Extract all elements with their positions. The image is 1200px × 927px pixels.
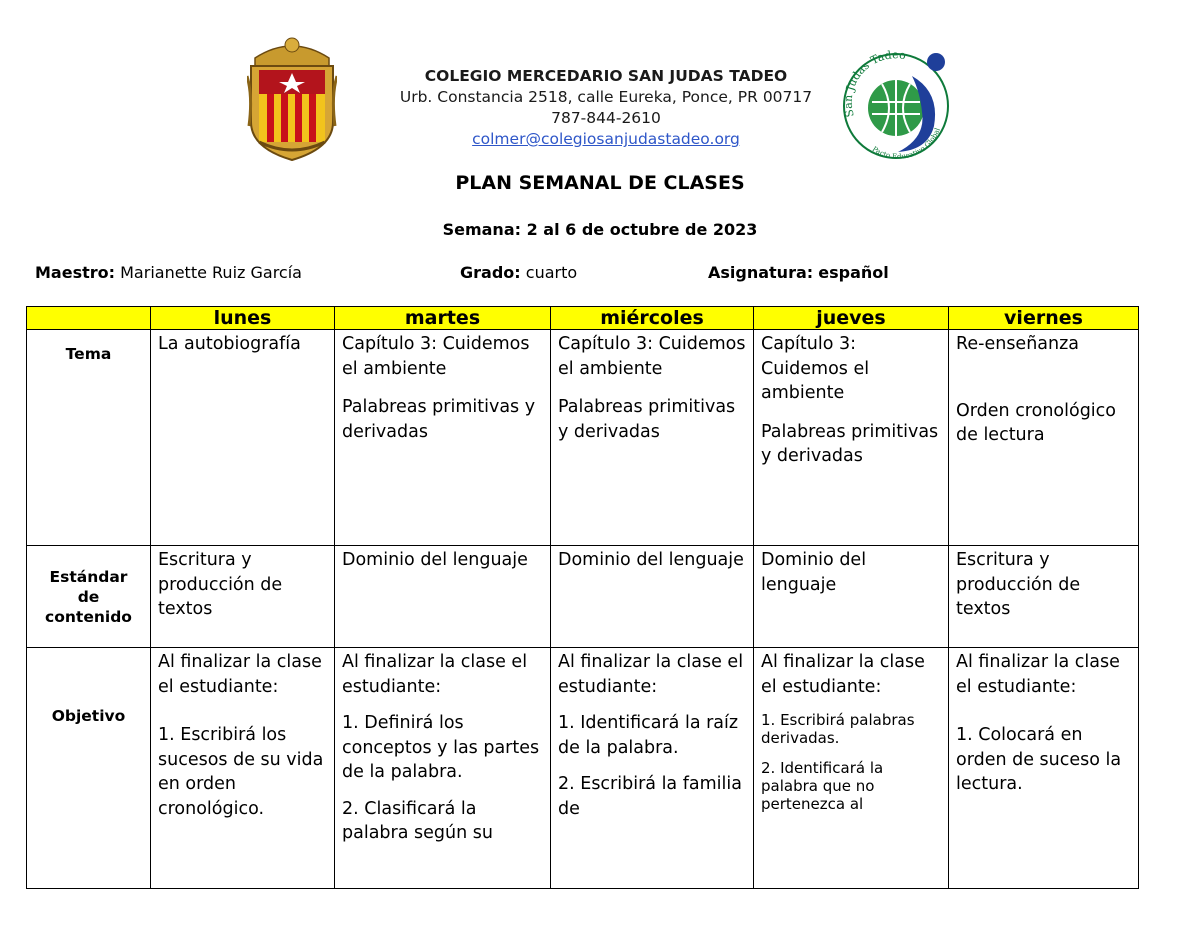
objetivo-viernes-cell — [949, 648, 1139, 889]
row-label-estandar-1: Estándar — [49, 567, 128, 586]
tema-viernes-topic: Orden cronológico de lectura — [956, 400, 1116, 445]
table-row-tema — [27, 330, 1139, 546]
table-row-estandar — [27, 546, 1139, 648]
logo2-side-text: Pacto Educativo Global — [870, 126, 942, 161]
school-address: Urb. Constancia 2518, calle Eureka, Ponce, PR 00717 — [399, 88, 813, 106]
school-info — [376, 66, 836, 150]
objetivo-miercoles-item-1: 1. Identificará la raíz de la palabra. — [558, 713, 739, 758]
tema-miercoles-topic: Palabreas primitivas y derivadas — [558, 397, 736, 442]
subject-value: español — [818, 263, 889, 282]
objetivo-viernes-item-1: 1. Colocará en orden de suceso la lectura. — [956, 725, 1122, 794]
day-header-miercoles: miércoles — [551, 307, 754, 330]
school-name: COLEGIO MERCEDARIO SAN JUDAS TADEO — [424, 67, 788, 85]
grade-label: Grado: — [460, 263, 521, 282]
tema-viernes-reteach: Re-enseñanza — [956, 334, 1080, 354]
tema-jueves-cell — [754, 330, 949, 546]
estandar-viernes-text: Escritura y producción de textos — [956, 550, 1081, 619]
grade-field — [460, 263, 577, 282]
row-label-estandar-3: contenido — [45, 607, 132, 626]
estandar-jueves-text: Dominio del lenguaje — [761, 550, 867, 595]
estandar-jueves-cell — [754, 546, 949, 648]
estandar-lunes-cell — [151, 546, 335, 648]
teacher-label: Maestro: — [35, 263, 116, 282]
tema-lunes-text: La autobiografía — [158, 334, 301, 354]
estandar-martes-text: Dominio del lenguaje — [342, 550, 528, 570]
subject-field — [708, 263, 889, 282]
document-header — [0, 0, 1200, 170]
estandar-miercoles-text: Dominio del lenguaje — [558, 550, 744, 570]
tema-martes-topic: Palabreas primitivas y derivadas — [342, 397, 536, 442]
objetivo-jueves-cell — [754, 648, 949, 889]
pacto-educativo-logo — [838, 46, 958, 162]
day-header-jueves: jueves — [754, 307, 949, 330]
tema-miercoles-cell — [551, 330, 754, 546]
week-range: Semana: 2 al 6 de octubre de 2023 — [442, 220, 758, 239]
objetivo-miercoles-intro: Al finalizar la clase el estudiante: — [558, 652, 744, 697]
objetivo-lunes-cell — [151, 648, 335, 889]
objetivo-viernes-intro: Al finalizar la clase el estudiante: — [956, 652, 1120, 697]
row-label-objetivo: Objetivo — [27, 648, 151, 889]
subject-label: Asignatura: — [708, 263, 814, 282]
school-crest-logo — [247, 36, 337, 164]
objetivo-martes-cell — [335, 648, 551, 889]
table-header-row — [27, 307, 1139, 330]
grade-value: cuarto — [525, 263, 578, 282]
logo2-top-text: San Judas Tadeo — [841, 48, 907, 119]
objetivo-jueves-intro: Al finalizar la clase el estudiante: — [761, 652, 925, 697]
tema-lunes-cell — [151, 330, 335, 546]
tema-martes-cell — [335, 330, 551, 546]
objetivo-martes-item-2: 2. Clasificará la palabra según su — [342, 798, 493, 843]
day-header-viernes: viernes — [949, 307, 1139, 330]
page-title: PLAN SEMANAL DE CLASES — [455, 172, 745, 194]
objetivo-lunes-intro: Al finalizar la clase el estudiante: — [158, 652, 322, 697]
tema-jueves-chapter: Capítulo 3: Cuidemos el ambiente — [761, 334, 870, 403]
school-email-link[interactable]: colmer@colegiosanjudastadeo.org — [472, 130, 740, 148]
objetivo-jueves-item-2: 2. Identificará la palabra que no pertenezca al — [761, 759, 884, 813]
header-corner — [27, 307, 151, 330]
day-header-martes: martes — [335, 307, 551, 330]
objetivo-miercoles-item-2: 2. Escribirá la familia de — [558, 774, 742, 819]
tema-viernes-cell — [949, 330, 1139, 546]
tema-jueves-topic: Palabreas primitivas y derivadas — [761, 421, 939, 466]
objetivo-miercoles-cell — [551, 648, 754, 889]
objetivo-lunes-item-1: 1. Escribirá los sucesos de su vida en orden cronológico. — [158, 725, 324, 819]
objetivo-martes-item-1: 1. Definirá los conceptos y las partes de la palabra. — [342, 713, 540, 782]
table-row-objetivo — [27, 648, 1139, 889]
estandar-viernes-cell — [949, 546, 1139, 648]
row-label-tema: Tema — [27, 330, 151, 546]
estandar-miercoles-cell — [551, 546, 754, 648]
objetivo-jueves-item-1: 1. Escribirá palabras derivadas. — [761, 711, 915, 747]
weekly-plan-table — [26, 306, 1139, 889]
teacher-field — [35, 263, 302, 282]
school-phone: 787-844-2610 — [551, 109, 661, 127]
tema-miercoles-chapter: Capítulo 3: Cuidemos el ambiente — [558, 334, 746, 379]
row-label-estandar-2: de — [77, 587, 100, 606]
objetivo-martes-intro: Al finalizar la clase el estudiante: — [342, 652, 528, 697]
day-header-lunes: lunes — [151, 307, 335, 330]
row-label-estandar — [27, 546, 151, 648]
tema-martes-chapter: Capítulo 3: Cuidemos el ambiente — [342, 334, 530, 379]
estandar-martes-cell — [335, 546, 551, 648]
teacher-value: Marianette Ruiz García — [120, 263, 302, 282]
estandar-lunes-text: Escritura y producción de textos — [158, 550, 283, 619]
